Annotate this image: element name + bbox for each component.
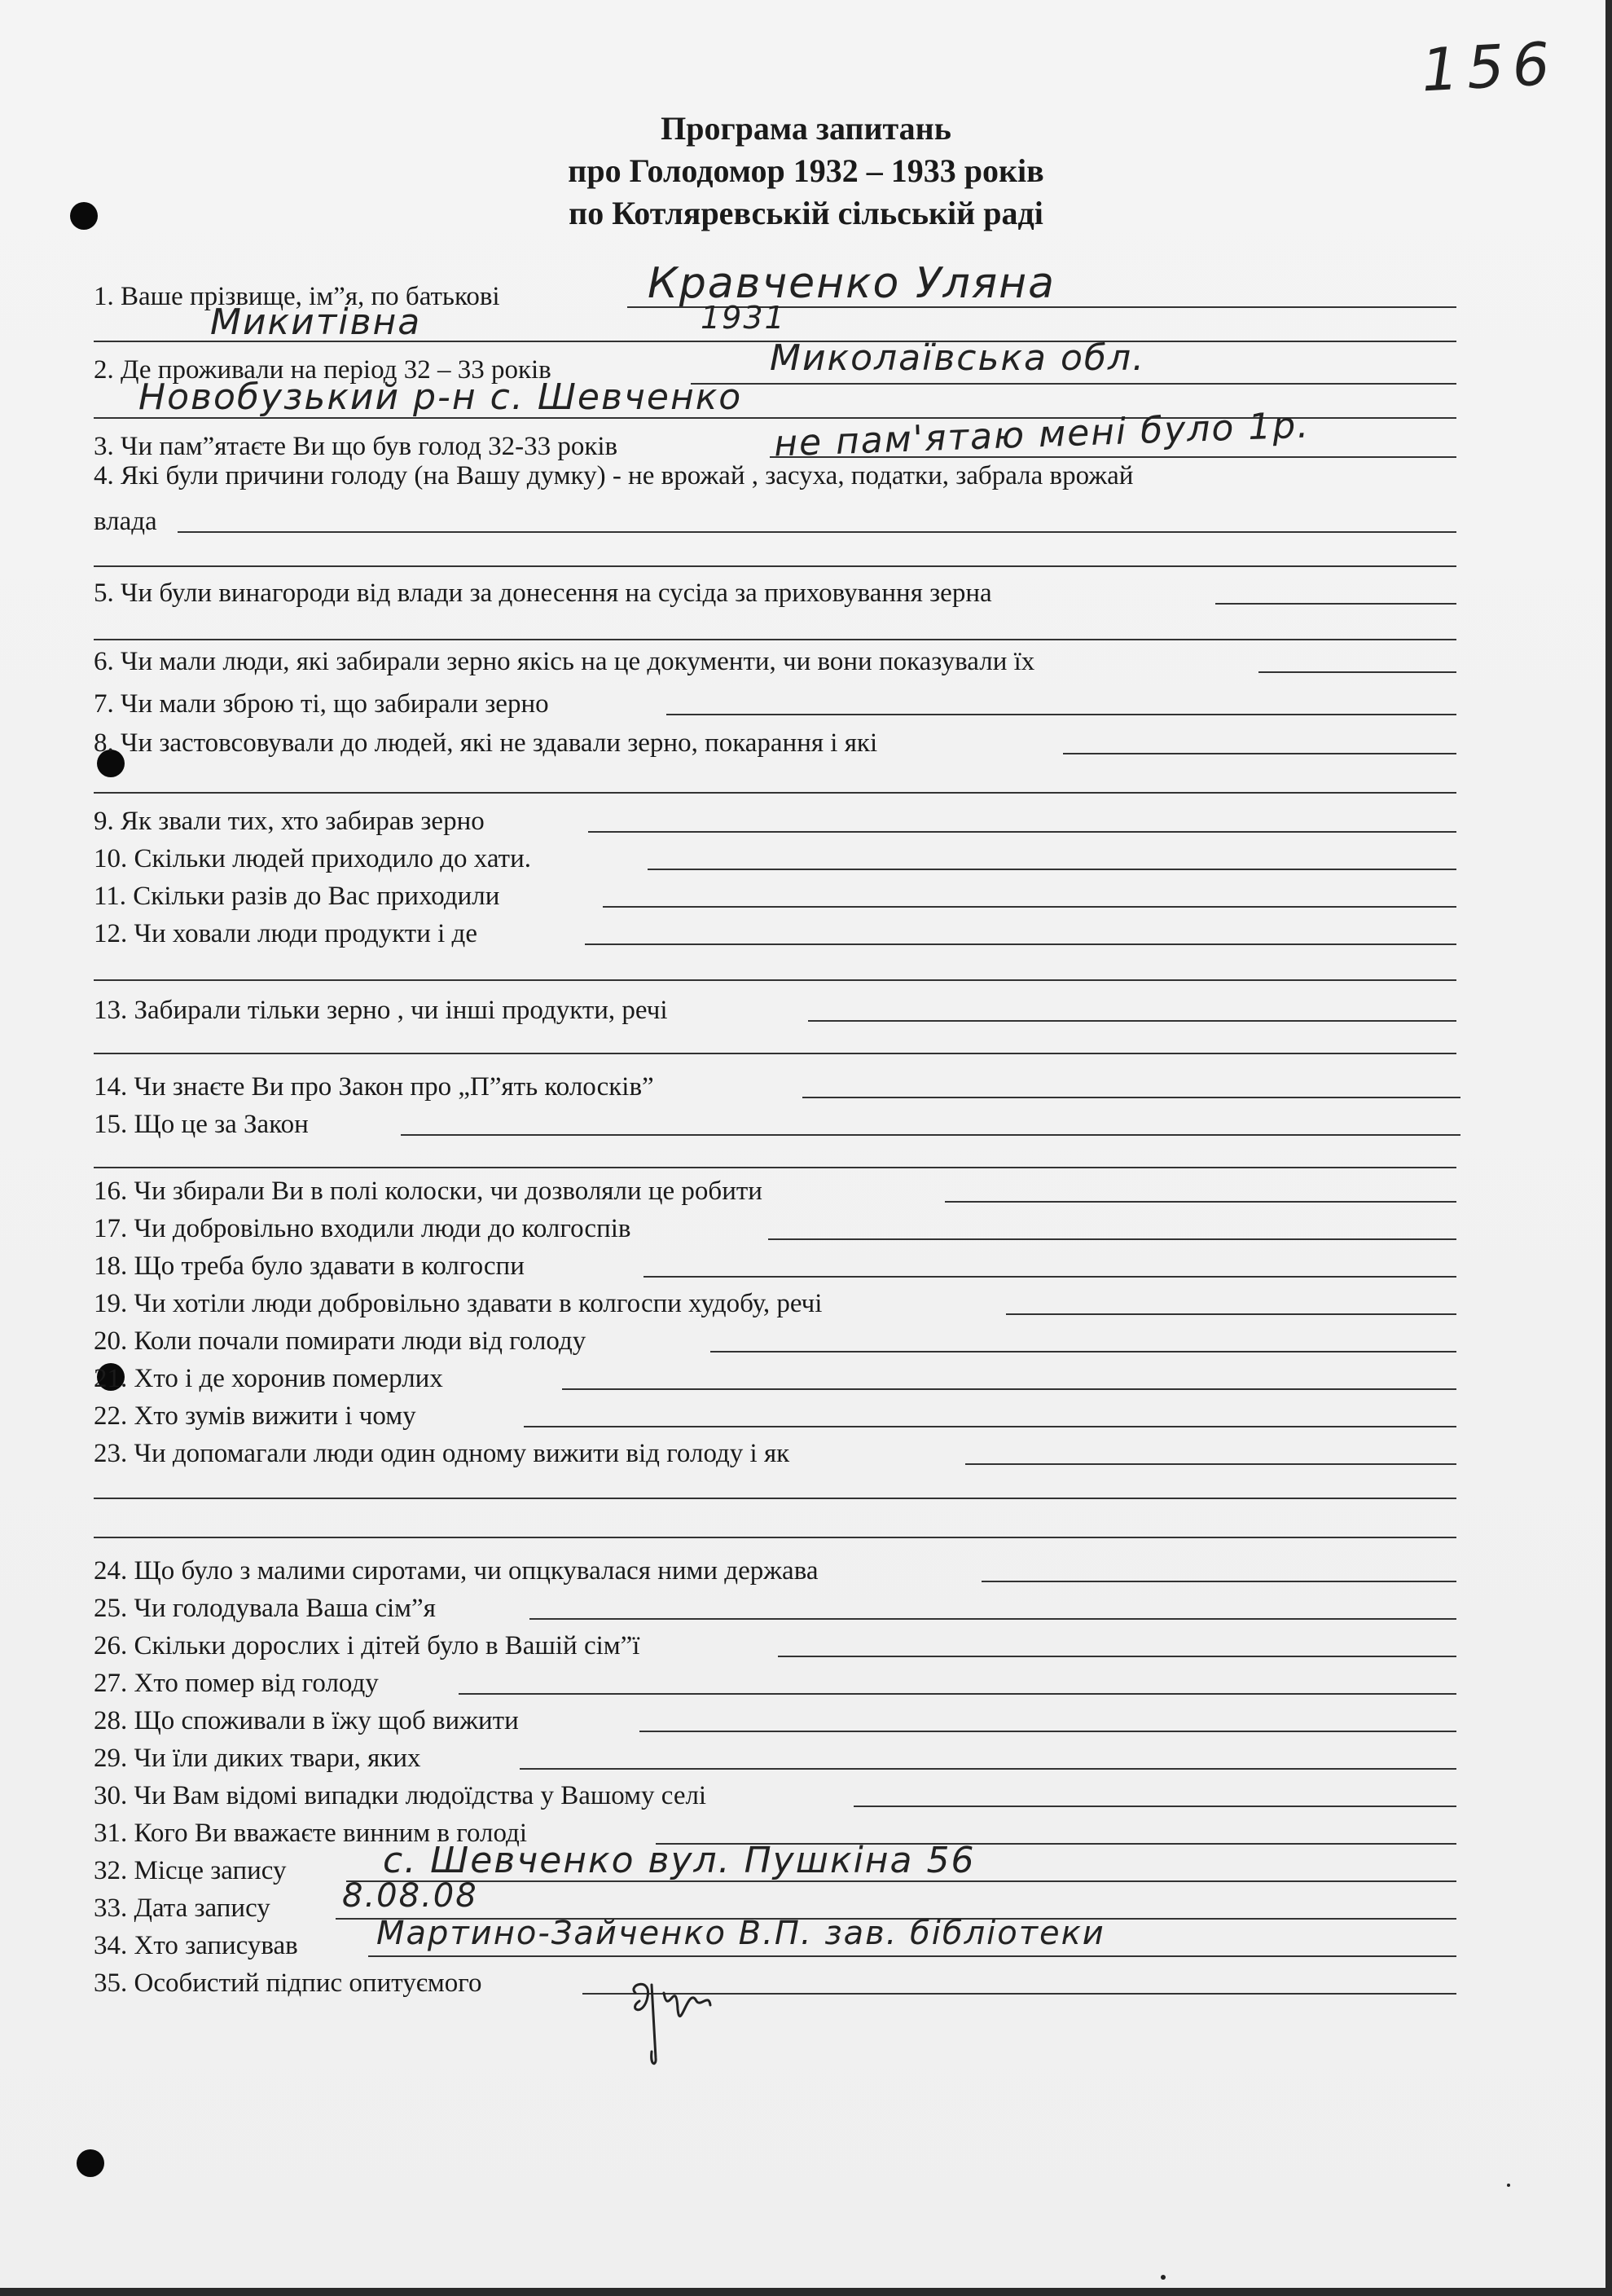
question-text: Кого Ви вважаєте винним в голоді	[134, 1819, 527, 1848]
question-4-continuation	[94, 507, 157, 537]
question-18	[94, 1251, 525, 1282]
question-28	[94, 1706, 519, 1736]
answer-line	[94, 1537, 1456, 1538]
question-text: Чи добровільно входили люди до колгоспів	[134, 1214, 631, 1243]
answer-line	[982, 1581, 1456, 1582]
question-number: 20.	[94, 1326, 128, 1356]
question-number: 34.	[94, 1931, 128, 1960]
answer-line	[94, 979, 1456, 981]
answer-line	[585, 943, 1456, 945]
answer-line	[94, 792, 1456, 794]
answer-line	[94, 1053, 1456, 1054]
question-6	[94, 647, 1034, 677]
question-text: Хто і де хоронив померлих	[134, 1364, 443, 1393]
question-number: 31.	[94, 1819, 128, 1848]
question-22	[94, 1401, 416, 1432]
question-number: 24.	[94, 1556, 128, 1586]
answer-line	[802, 1097, 1460, 1098]
question-number: 35.	[94, 1968, 128, 1998]
answer-line	[666, 714, 1456, 715]
answer-line	[94, 639, 1456, 640]
question-text: Чи збирали Ви в полі колоски, чи дозволяли це робити	[134, 1177, 762, 1206]
title-line-1: Програма запитань	[661, 110, 951, 147]
answer-line	[459, 1693, 1456, 1695]
answer-line	[639, 1731, 1456, 1732]
question-text: Що треба було здавати в колгоспи	[134, 1251, 525, 1281]
answer-line	[562, 1388, 1456, 1390]
question-number: 33.	[94, 1894, 128, 1923]
question-number: 15.	[94, 1110, 128, 1139]
question-number: 2.	[94, 355, 114, 385]
question-text: Чи знаєте Ви про Закон про „П”ять колосків”	[134, 1072, 654, 1102]
question-33	[94, 1894, 270, 1924]
question-text: Як звали тих, хто забирав зерно	[121, 807, 485, 836]
question-number: 21.	[94, 1364, 128, 1393]
answer-line	[94, 1498, 1456, 1499]
signature	[619, 1960, 749, 2074]
question-text: Чи хотіли люди добровільно здавати в колгоспи худобу, речі	[134, 1289, 823, 1318]
question-text: Де проживали на період 32 – 33 років	[121, 355, 551, 385]
question-number: 14.	[94, 1072, 128, 1102]
question-number: 6.	[94, 647, 114, 676]
question-text: Скільки людей приходило до хати.	[134, 844, 531, 873]
answer-line	[643, 1276, 1456, 1278]
answer-line	[524, 1426, 1456, 1427]
question-24	[94, 1556, 819, 1586]
question-text: Хто записував	[134, 1931, 298, 1960]
question-11	[94, 882, 499, 912]
question-text: Що споживали в їжу щоб вижити	[134, 1706, 519, 1735]
answer-line	[808, 1020, 1456, 1022]
question-text: Чи голодувала Ваша сім”я	[134, 1594, 436, 1623]
question-number: 19.	[94, 1289, 128, 1318]
scan-speck	[1507, 2184, 1510, 2187]
answer-line	[1258, 671, 1456, 673]
question-15	[94, 1110, 309, 1140]
question-20	[94, 1326, 586, 1357]
answer-line	[588, 831, 1456, 833]
question-text: Дата запису	[134, 1894, 270, 1923]
question-10	[94, 844, 531, 874]
question-text: Чи Вам відомі випадки людоїдства у Вашому селі	[134, 1781, 707, 1810]
handwritten-answer-33: 8.08.08	[342, 1877, 478, 1915]
question-number: 4.	[94, 461, 114, 490]
answer-line	[945, 1201, 1456, 1203]
question-text: Чи ховали люди продукти і де	[134, 919, 477, 948]
question-text: Чи застовсовували до людей, які не здавали зерно, покарання і які	[121, 728, 878, 758]
question-text: Місце запису	[134, 1856, 287, 1885]
question-number: 29.	[94, 1744, 128, 1773]
question-5	[94, 578, 992, 609]
question-25	[94, 1594, 436, 1624]
question-text: Коли почали помирати люди від голоду	[134, 1326, 586, 1356]
question-text: Чи мали зброю ті, що забирали зерно	[121, 689, 549, 719]
question-text: Які були причини голоду (на Вашу думку) - не врожай , засуха, податки, забрала врожай	[121, 461, 1134, 490]
handwritten-answer-1-name: Кравченко Уляна	[648, 259, 1056, 308]
question-13	[94, 996, 668, 1026]
answer-line	[778, 1656, 1456, 1657]
question-text: Хто помер від голоду	[134, 1669, 379, 1698]
question-14	[94, 1072, 654, 1102]
handwritten-answer-2-village: Новобузький р-н с. Шевченко	[138, 376, 743, 418]
question-27	[94, 1669, 379, 1699]
question-text: Чи були винагороди від влади за донесення на сусіда за приховування зерна	[121, 578, 992, 608]
question-text: Забирали тільки зерно , чи інші продукти, речі	[134, 996, 668, 1025]
question-number: 1.	[94, 282, 114, 311]
question-3	[94, 432, 617, 462]
question-32	[94, 1856, 287, 1886]
question-30	[94, 1781, 706, 1811]
question-number: 10.	[94, 844, 128, 873]
answer-line	[768, 1238, 1456, 1240]
answer-line	[603, 906, 1456, 908]
question-29	[94, 1744, 421, 1774]
question-26	[94, 1631, 639, 1661]
question-text: Чи пам”ятаєте Ви що був голод 32-33 років	[121, 432, 618, 461]
answer-line	[1215, 603, 1456, 605]
question-text: Чи їли диких твари, яких	[134, 1744, 421, 1773]
question-17	[94, 1214, 630, 1244]
question-number: 23.	[94, 1439, 128, 1468]
handwritten-answer-1-year: 1931	[701, 300, 786, 336]
handwritten-answer-1-patronymic: Микитівна	[210, 301, 422, 343]
scan-edge-right	[1605, 0, 1612, 2296]
answer-line	[178, 531, 1456, 533]
question-number: 22.	[94, 1401, 128, 1431]
answer-line	[691, 383, 1456, 385]
answer-line	[648, 869, 1456, 870]
question-text: Що було з малими сиротами, чи опцкувалася ними держава	[134, 1556, 819, 1586]
question-text: Чи мали люди, які забирали зерно якісь на це документи, чи вони показували їх	[121, 647, 1035, 676]
answer-line	[520, 1768, 1456, 1770]
question-number: 25.	[94, 1594, 128, 1623]
answer-line	[1006, 1313, 1456, 1315]
question-4	[94, 461, 1133, 491]
question-34	[94, 1931, 298, 1961]
answer-line	[710, 1351, 1456, 1353]
question-number: 26.	[94, 1631, 128, 1660]
question-35	[94, 1968, 481, 1999]
question-number: 28.	[94, 1706, 128, 1735]
scan-speck	[1161, 2275, 1166, 2280]
question-text: Чи допомагали люди один одному вижити від голоду і як	[134, 1439, 790, 1468]
question-number: 5.	[94, 578, 114, 608]
question-7	[94, 689, 549, 719]
question-text: Ваше прізвище, ім”я, по батькові	[121, 282, 500, 311]
question-9	[94, 807, 485, 837]
scan-edge-bottom	[0, 2288, 1612, 2296]
punch-hole	[77, 2149, 104, 2177]
question-number: 11.	[94, 882, 127, 911]
question-23	[94, 1439, 789, 1469]
question-number: 8.	[94, 728, 114, 758]
question-text: Скільки дорослих і дітей було в Вашій сім”ї	[134, 1631, 640, 1660]
question-number: 30.	[94, 1781, 128, 1810]
handwritten-answer-34: Мартино-Зайченко В.П. зав. бібліотеки	[376, 1915, 1105, 1952]
answer-line	[529, 1618, 1456, 1620]
question-number: 17.	[94, 1214, 128, 1243]
question-number: 32.	[94, 1856, 128, 1885]
question-text: Скільки разів до Вас приходили	[133, 882, 500, 911]
question-number: 16.	[94, 1177, 128, 1206]
handwritten-answer-32: с. Шевченко вул. Пушкіна 56	[383, 1840, 976, 1881]
answer-line	[94, 1167, 1456, 1168]
question-8	[94, 728, 877, 759]
handwritten-answer-2-region: Миколаївська обл.	[770, 337, 1146, 379]
question-16	[94, 1177, 762, 1207]
answer-line	[401, 1134, 1460, 1136]
question-19	[94, 1289, 822, 1319]
question-text: Що це за Закон	[134, 1110, 309, 1139]
question-text: Особистий підпис опитуємого	[134, 1968, 482, 1998]
answer-line	[854, 1806, 1456, 1807]
handwritten-answer-3: не пам'ятаю мені було 1р.	[773, 404, 1311, 465]
answer-line	[965, 1463, 1456, 1465]
question-number: 18.	[94, 1251, 128, 1281]
question-number: 3.	[94, 432, 114, 461]
question-number: 9.	[94, 807, 114, 836]
title-line-3: по Котляревській сільській раді	[569, 195, 1043, 231]
question-12	[94, 919, 477, 949]
question-number: 13.	[94, 996, 128, 1025]
question-text: Хто зумів вижити і чому	[134, 1401, 416, 1431]
question-text: влада	[94, 507, 157, 536]
question-number: 12.	[94, 919, 128, 948]
title-line-2: про Голодомор 1932 – 1933 років	[568, 152, 1044, 189]
question-number: 27.	[94, 1669, 128, 1698]
page-number: 156	[1419, 29, 1560, 105]
answer-line	[94, 565, 1456, 567]
answer-line	[368, 1955, 1456, 1957]
question-number: 7.	[94, 689, 114, 719]
answer-line	[1063, 753, 1456, 754]
question-21	[94, 1364, 443, 1394]
